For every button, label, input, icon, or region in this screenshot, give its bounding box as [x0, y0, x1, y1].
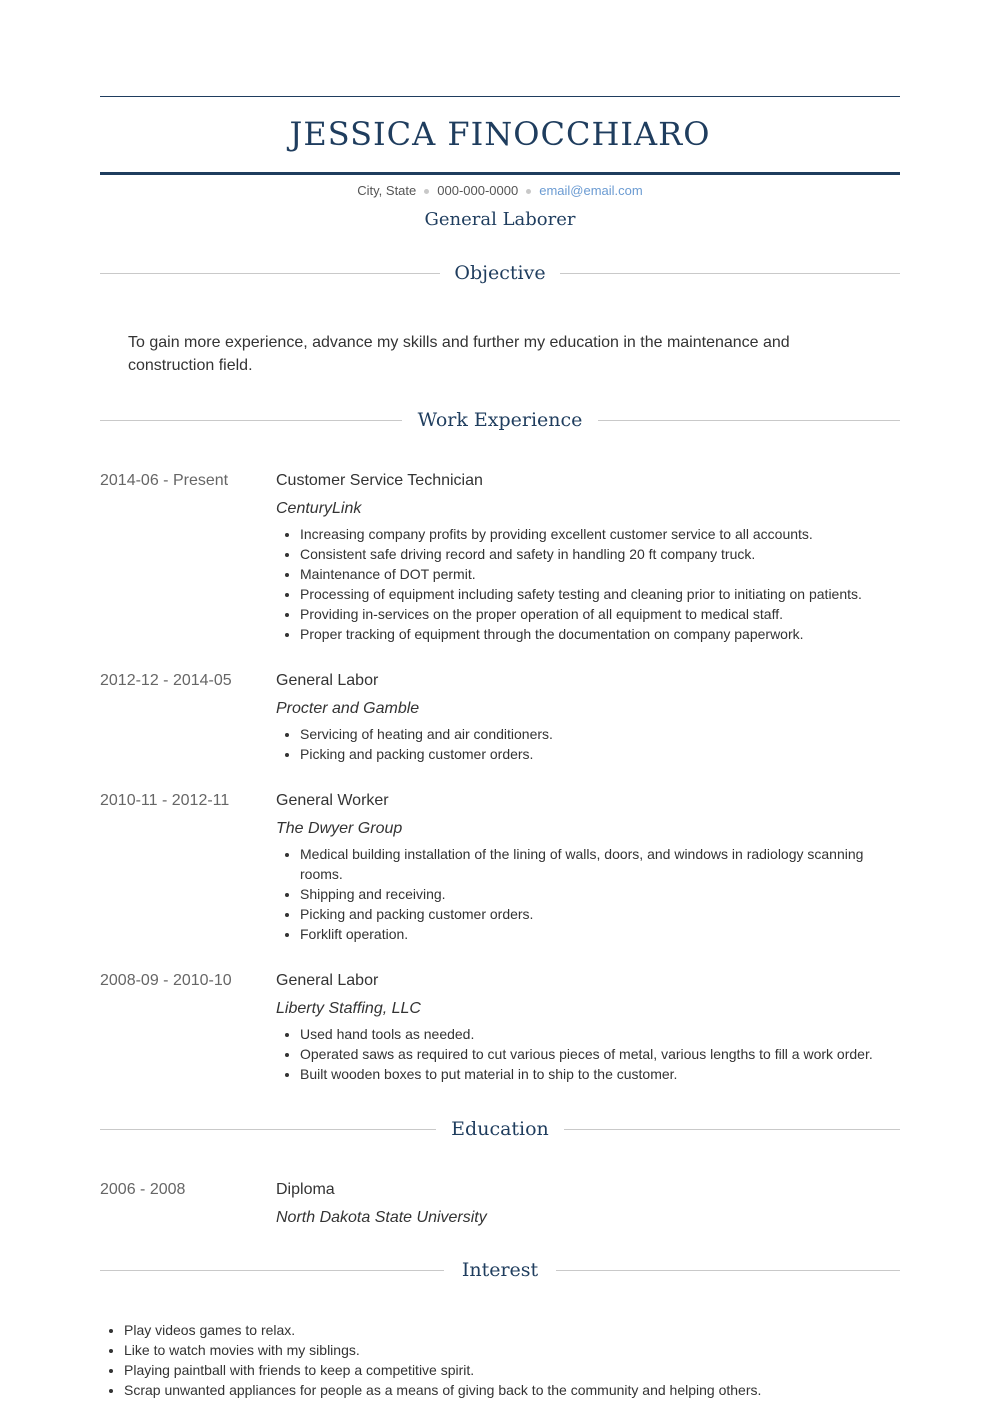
- work-organization: CenturyLink: [276, 500, 362, 517]
- section-heading-education: [100, 1115, 900, 1143]
- section-heading-work-experience: [100, 406, 900, 434]
- divider-line: [560, 273, 900, 274]
- section-title: Objective: [454, 262, 546, 284]
- contact-line: [100, 182, 900, 200]
- list-item: • Forklift operation.: [300, 924, 900, 944]
- list-item: • Operated saws as required to cut various pieces of metal, various lengths to fill a work order.: [300, 1044, 900, 1064]
- work-bullets: [276, 844, 900, 944]
- list-item: • Picking and packing customer orders.: [300, 744, 900, 764]
- work-details: [276, 970, 900, 1084]
- education-details: [276, 1179, 900, 1229]
- divider-line: [598, 420, 900, 421]
- work-dates: 2012-12 - 2014-05: [100, 672, 232, 689]
- header-bottom-rule: [100, 172, 900, 175]
- list-item: • Built wooden boxes to put material in to ship to the customer.: [300, 1064, 900, 1084]
- list-item: • Medical building installation of the lining of walls, doors, and windows in radiology scanning rooms.: [300, 844, 900, 884]
- education-dates: 2006 - 2008: [100, 1181, 186, 1198]
- work-details: [276, 670, 900, 764]
- work-bullets: [276, 724, 900, 764]
- contact-email-link[interactable]: email@email.com: [539, 183, 643, 198]
- divider-line: [564, 1129, 900, 1130]
- list-item: • Play videos games to relax.: [124, 1320, 900, 1340]
- work-organization: The Dwyer Group: [276, 820, 403, 837]
- list-item: • Processing of equipment including safety testing and cleaning prior to initiating on patients.: [300, 584, 900, 604]
- work-bullets: [276, 1024, 900, 1084]
- work-role: General Worker: [276, 792, 389, 809]
- separator-dot-icon: [424, 189, 429, 194]
- job-title: General Laborer: [424, 209, 576, 230]
- objective-text: To gain more experience, advance my skills and further my education in the maintenance and construction field.: [128, 334, 790, 374]
- list-item: • Picking and packing customer orders.: [300, 904, 900, 924]
- work-organization: Procter and Gamble: [276, 700, 420, 717]
- list-item: • Shipping and receiving.: [300, 884, 900, 904]
- section-title: Education: [451, 1118, 549, 1140]
- work-details: [276, 470, 900, 644]
- section-heading-interest: [100, 1256, 900, 1284]
- header-top-rule: [100, 96, 900, 97]
- list-item: • Increasing company profits by providing excellent customer service to all accounts.: [300, 524, 900, 544]
- contact-location: City, State: [357, 183, 417, 198]
- list-item: • Playing paintball with friends to keep a competitive spirit.: [124, 1360, 900, 1380]
- list-item: • Providing in-services on the proper operation of all equipment to medical staff.: [300, 604, 900, 624]
- divider-line: [556, 1270, 900, 1271]
- work-dates: 2014-06 - Present: [100, 472, 229, 489]
- work-details: [276, 790, 900, 944]
- work-bullets: [276, 524, 900, 644]
- work-role: Customer Service Technician: [276, 472, 483, 489]
- list-item: • Used hand tools as needed.: [300, 1024, 900, 1044]
- section-title: Work Experience: [417, 409, 583, 431]
- work-role: General Labor: [276, 972, 379, 989]
- section-heading-objective: [100, 259, 900, 287]
- education-degree: Diploma: [276, 1181, 335, 1198]
- work-role: General Labor: [276, 672, 379, 689]
- list-item: • Servicing of heating and air conditioners.: [300, 724, 900, 744]
- list-item: • Proper tracking of equipment through the documentation on company paperwork.: [300, 624, 900, 644]
- education-school: North Dakota State University: [276, 1209, 487, 1226]
- candidate-name: JESSICA FINOCCHIARO: [289, 115, 711, 153]
- section-title: Interest: [461, 1259, 539, 1281]
- work-dates: 2010-11 - 2012-11: [100, 792, 230, 809]
- work-dates: 2008-09 - 2010-10: [100, 972, 232, 989]
- interests-list: [100, 1320, 900, 1400]
- contact-phone: 000-000-0000: [437, 183, 519, 198]
- list-item: • Consistent safe driving record and safety in handling 20 ft company truck.: [300, 544, 900, 564]
- list-item: • Maintenance of DOT permit.: [300, 564, 900, 584]
- separator-dot-icon: [526, 189, 531, 194]
- list-item: • Like to watch movies with my siblings.: [124, 1340, 900, 1360]
- resume-page: [100, 0, 900, 1410]
- list-item: • Scrap unwanted appliances for people as a means of giving back to the community and helping others.: [124, 1380, 900, 1400]
- work-organization: Liberty Staffing, LLC: [276, 1000, 421, 1017]
